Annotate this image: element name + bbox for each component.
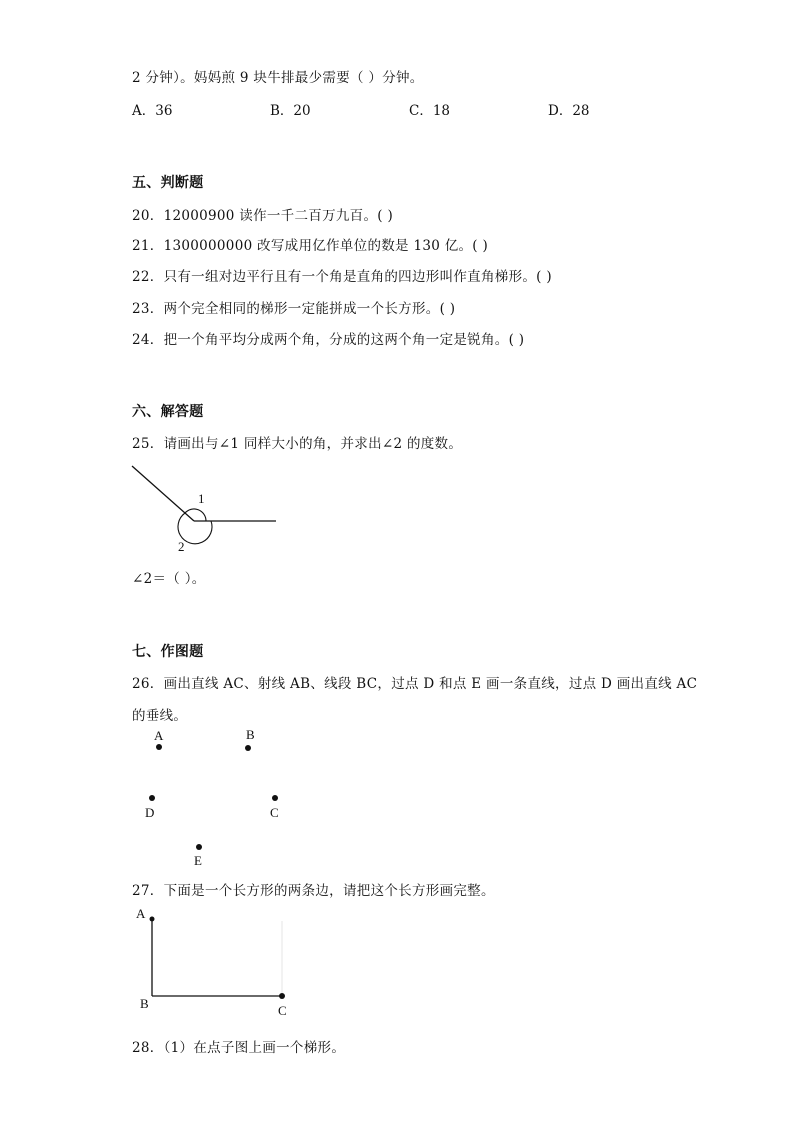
angle-2-arc	[178, 513, 212, 544]
rect-label-b: B	[140, 996, 149, 1011]
section-6-title: 六、解答题	[132, 404, 204, 420]
question-25: 25．请画出与∠1 同样大小的角，并求出∠2 的度数。	[132, 436, 463, 452]
question-26-line-1: 26．画出直线 AC、射线 AB、线段 BC，过点 D 和点 E 画一条直线，过点 D 画出直线 AC	[132, 676, 698, 692]
section-7-title: 七、作图题	[132, 644, 204, 660]
angle-label-1: 1	[198, 491, 205, 506]
question-22: 22．只有一组对边平行且有一个角是直角的四边形叫作直角梯形。( )	[132, 269, 552, 285]
q19-option-b: B．20	[270, 103, 311, 119]
point-label-d: D	[145, 805, 155, 820]
point-label-e: E	[194, 853, 202, 868]
question-27: 27．下面是一个长方形的两条边，请把这个长方形画完整。	[132, 883, 495, 899]
angle-ray-diagonal	[132, 466, 194, 521]
q19-option-d: D．28	[548, 103, 590, 119]
q19-option-c: C．18	[409, 103, 451, 119]
q25-answer: ∠2＝（ ）。	[132, 571, 206, 587]
question-28: 28．（1）在点子图上画一个梯形。	[132, 1040, 346, 1056]
point-label-a: A	[154, 728, 164, 743]
question-26-line-2: 的垂线。	[132, 708, 188, 724]
rect-point-a	[150, 917, 155, 922]
q19-option-a: A．36	[132, 103, 173, 119]
question-20: 20．12000900 读作一千二百万九百。( )	[132, 208, 394, 224]
point-e	[196, 844, 202, 850]
question-24: 24．把一个角平均分成两个角，分成的这两个角一定是锐角。( )	[132, 332, 525, 348]
point-c	[272, 795, 278, 801]
section-5-title: 五、判断题	[132, 175, 204, 191]
question-21: 21．1300000000 改写成用亿作单位的数是 130 亿。( )	[132, 238, 489, 254]
angle-label-2: 2	[178, 539, 185, 554]
question-23: 23．两个完全相同的梯形一定能拼成一个长方形。( )	[132, 301, 456, 317]
rect-label-a: A	[136, 906, 146, 921]
rect-label-c: C	[278, 1003, 287, 1018]
point-b	[245, 745, 251, 751]
point-label-c: C	[270, 805, 279, 820]
point-d	[149, 795, 155, 801]
point-a	[156, 744, 162, 750]
q19-continuation: 2 分钟）。妈妈煎 9 块牛排最少需要（ ）分钟。	[132, 70, 424, 86]
point-label-b: B	[246, 727, 255, 742]
angle-1-arc	[185, 509, 206, 521]
rect-point-c	[279, 993, 285, 999]
